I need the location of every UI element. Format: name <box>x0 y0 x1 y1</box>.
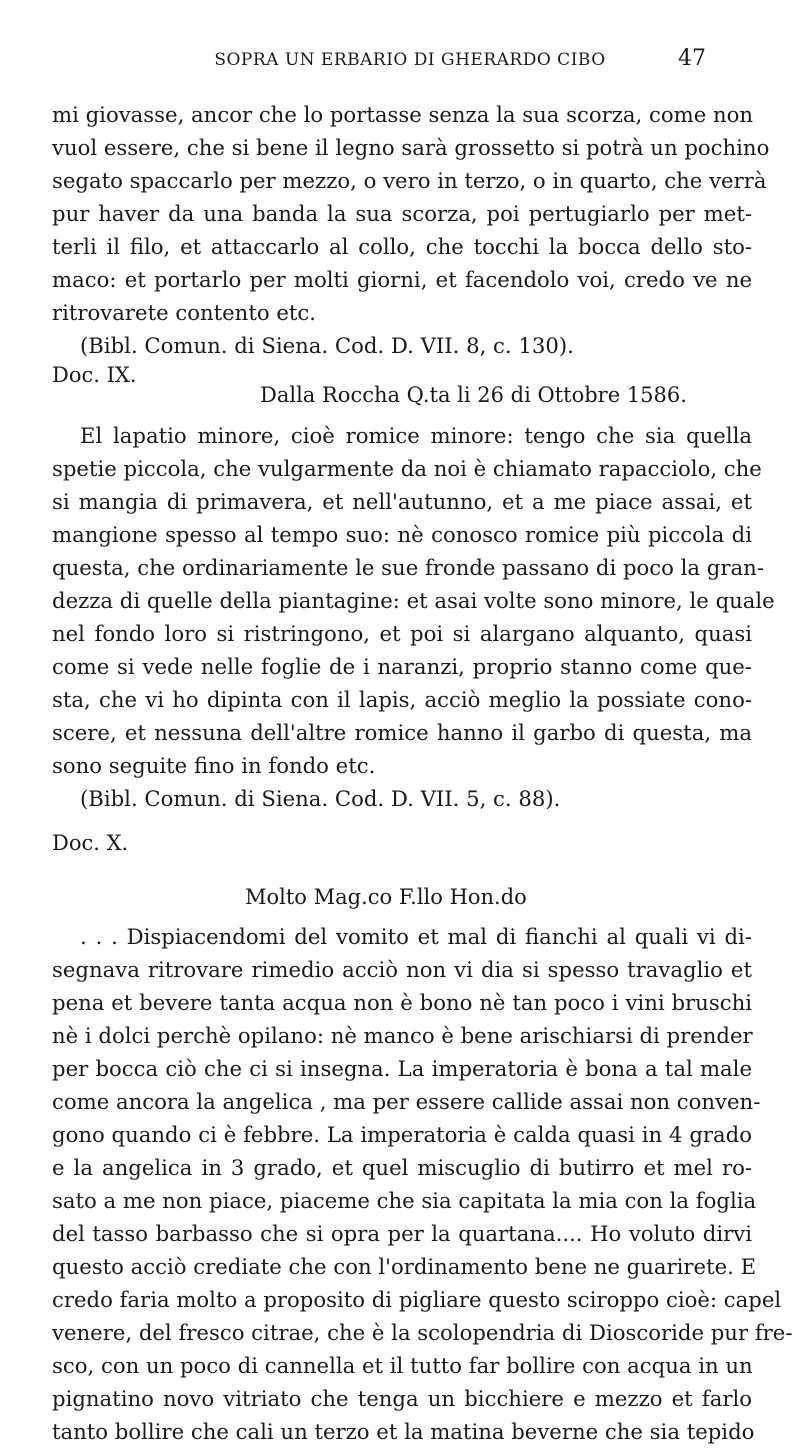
text-line: nè i dolci perchè opilano: nè manco è bene arischiarsi di prender <box>52 1023 753 1048</box>
text-line: sco, con un poco di cannella et il tutto far bollire con acqua in un <box>52 1353 753 1378</box>
page-number: 47 <box>678 46 706 71</box>
text-line: pena et bevere tanta acqua non è bono nè tan poco i vini bruschi <box>52 990 752 1015</box>
text-line: mi giovasse, ancor che lo portasse senza la sua scorza, come non <box>52 102 754 127</box>
text-line: del tasso barbasso che si opra per la quartana.... Ho voluto dirvi <box>52 1221 752 1246</box>
text-line: venere, del fresco citrae, che è la scolopendria di Dioscoride pur fre- <box>52 1320 793 1345</box>
text-line: pignatino novo vitriato che tenga un bicchiere e mezzo et farlo <box>52 1386 752 1411</box>
text-line: tanto bollire che cali un terzo et la matina beverne che sia tepido <box>52 1419 755 1444</box>
text-line: segnava ritrovare rimedio acciò non vi dia si spesso travaglio et <box>52 957 752 982</box>
salutation: Molto Mag.co F.llo Hon.do <box>245 885 527 909</box>
text-line: gono quando ci è febbre. La imperatoria è calda quasi in 4 grado <box>52 1122 752 1147</box>
doc-label: Doc. IX. <box>52 363 137 387</box>
text-line: questo acciò crediate che con l'ordinamento bene ne guarirete. E <box>52 1254 757 1279</box>
text-line: vuol essere, che si bene il legno sarà grossetto si potrà un pochino <box>52 135 770 160</box>
text-line: mangione spesso al tempo suo: nè conosco romice più piccola di <box>52 522 752 547</box>
text-line: pur haver da una banda la sua scorza, poi pertugiarlo per met- <box>52 201 752 226</box>
text-line: spetie piccola, che vulgarmente da noi è chiamato rapacciolo, che <box>52 456 762 481</box>
text-line: sono seguite fino in fondo etc. <box>52 753 376 778</box>
dateline: Dalla Roccha Q.ta li 26 di Ottobre 1586. <box>260 383 687 407</box>
continued-paragraph <box>52 98 770 362</box>
text-line: segato spaccarlo per mezzo, o vero in terzo, o in quarto, che verrà <box>52 168 767 193</box>
text-line: come ancora la angelica , ma per essere callide assai non conven- <box>52 1089 761 1114</box>
text-line: El lapatio minore, cioè romice minore: tengo che sia quella <box>80 423 752 448</box>
text-line: terli il filo, et attaccarlo al collo, che tocchi la bocca dello sto- <box>52 234 752 259</box>
text-line: credo faria molto a proposito di pigliare questo sciroppo cioè: capel <box>52 1287 782 1312</box>
text-line: sato a me non piace, piaceme che sia capitata la mia con la foglia <box>52 1188 757 1213</box>
running-head: SOPRA UN ERBARIO DI GHERARDO CIBO <box>214 50 606 70</box>
text-line: come si vede nelle foglie de i naranzi, proprio stanno come que- <box>52 654 752 679</box>
text-line: . . . Dispiacendomi del vomito et mal di fianchi al quali vi di- <box>80 924 752 949</box>
text-line: ritrovarete contento etc. <box>52 300 316 325</box>
text-line: questa, che ordinariamente le sue fronde passano di poco la gran- <box>52 555 764 580</box>
text-line: per bocca ciò che ci si insegna. La imperatoria è bona a tal male <box>52 1056 752 1081</box>
source-citation: (Bibl. Comun. di Siena. Cod. D. VII. 5, c. 88). <box>80 786 561 811</box>
document-paragraph <box>52 419 775 815</box>
document-paragraph <box>52 920 793 1448</box>
text-line: e la angelica in 3 grado, et quel miscuglio di butirro et mel ro- <box>52 1155 752 1180</box>
text-line: scere, et nessuna dell'altre romice hanno il garbo di questa, ma <box>52 720 752 745</box>
source-citation: (Bibl. Comun. di Siena. Cod. D. VII. 8, c. 130). <box>80 333 574 358</box>
text-line: maco: et portarlo per molti giorni, et facendolo voi, credo ve ne <box>52 267 752 292</box>
doc-label: Doc. X. <box>52 831 129 855</box>
text-line: si mangia di primavera, et nell'autunno, et a me piace assai, et <box>52 489 752 514</box>
text-line: nel fondo loro si ristringono, et poi si alargano alquanto, quasi <box>52 621 752 646</box>
text-line: sta, che vi ho dipinta con il lapis, acciò meglio la possiate cono- <box>52 687 752 712</box>
text-line: dezza di quelle della piantagine: et asai volte sono minore, le quale <box>52 588 775 613</box>
